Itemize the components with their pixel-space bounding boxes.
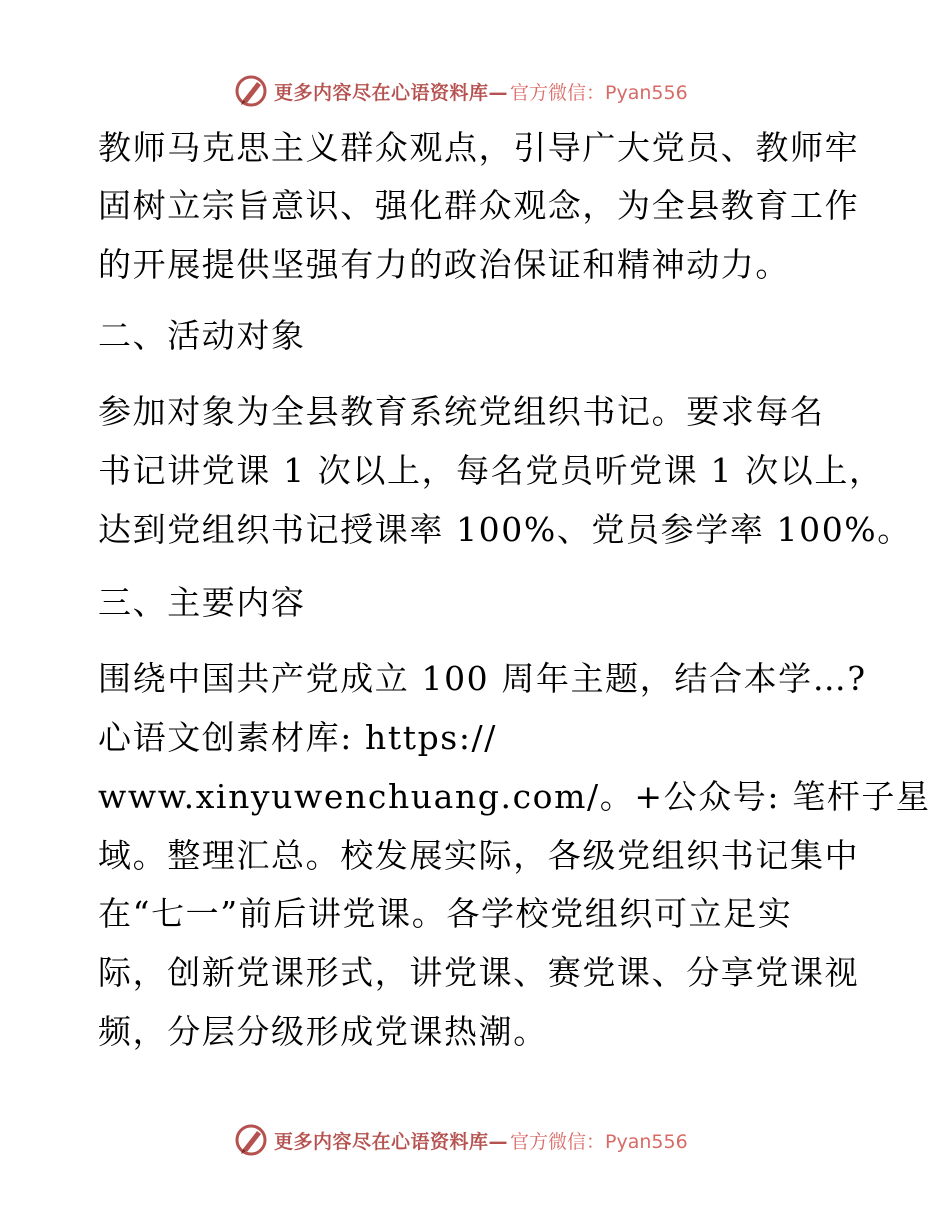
body-line: 固树立宗旨意识、强化群众观念，为全县教育工作 <box>98 186 860 225</box>
pen-logo-icon <box>234 74 268 108</box>
header-banner-text: 更多内容尽在心语资料库— <box>274 81 509 104</box>
header-wechat-text: 官方微信：Pyan556 <box>510 81 688 104</box>
header-banner <box>234 74 754 108</box>
body-line: 教师马克思主义群众观点，引导广大党员、教师牢 <box>98 128 860 167</box>
section-heading: 三、主要内容 <box>98 583 306 622</box>
body-line: 书记讲党课 1 次以上，每名党员听党课 1 次以上， <box>98 451 884 490</box>
body-line: 达到党组织书记授课率 100%、党员参学率 100%。 <box>98 510 912 549</box>
footer-banner <box>234 1123 754 1157</box>
pen-logo-icon <box>234 1123 268 1157</box>
footer-banner-text: 更多内容尽在心语资料库— <box>274 1130 509 1153</box>
body-line: 的开展提供坚强有力的政治保证和精神动力。 <box>98 245 790 284</box>
footer-wechat-text: 官方微信：Pyan556 <box>510 1130 688 1153</box>
body-line: 心语文创素材库: https:// <box>98 718 497 757</box>
body-line: 围绕中国共产党成立 100 周年主题，结合本学…? <box>98 659 867 698</box>
section-heading: 二、活动对象 <box>98 316 306 355</box>
body-line: 在“七一”前后讲党课。各学校党组织可立足实 <box>98 894 793 933</box>
body-line: 域。整理汇总。校发展实际，各级党组织书记集中 <box>98 836 860 875</box>
body-line: www.xinyuwenchuang.com/。+公众号: 笔杆子星 <box>98 777 931 816</box>
body-line: 参加对象为全县教育系统党组织书记。要求每名 <box>98 392 825 431</box>
body-line: 际，创新党课形式，讲党课、赛党课、分享党课视 <box>98 953 860 992</box>
body-line: 频，分层分级形成党课热潮。 <box>98 1012 548 1051</box>
